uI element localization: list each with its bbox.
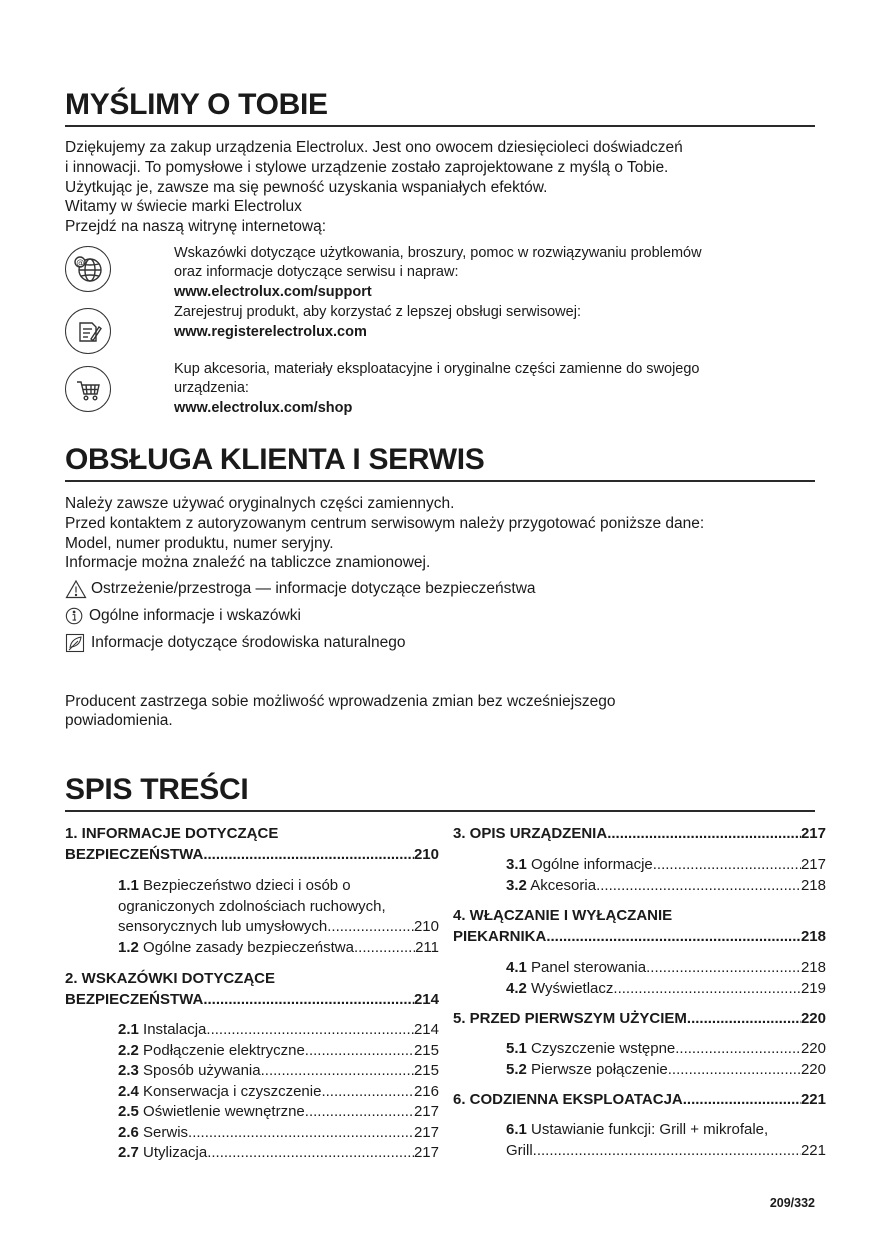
service-line-2: Przed kontaktem z autoryzowanym centrum serwisowym należy przygotować poniższe dane: xyxy=(65,515,705,532)
toc-item-num: 5.2 xyxy=(506,1060,527,1078)
toc-item-2-1[interactable] xyxy=(118,1020,439,1041)
toc-item-2-3[interactable] xyxy=(118,1061,439,1082)
toc-item-label: Podłączenie elektryczne xyxy=(138,1041,305,1059)
toc-item-1-1-line3: sensorycznych lub umysłowych xyxy=(118,918,328,935)
toc-chapter-6-label: 6. CODZIENNA EKSPLOATACJA xyxy=(453,1091,683,1108)
intro-line-5: Przejdź na naszą witrynę internetową: xyxy=(65,218,327,235)
toc-chapter-4-items xyxy=(506,958,826,999)
toc-item-1-1-num: 1.1 xyxy=(118,877,139,894)
intro-line-4: Witamy w świecie marki Electrolux xyxy=(65,198,302,215)
note-warning-text: Ostrzeżenie/przestroga — informacje dotyczące bezpieczeństwa xyxy=(91,580,536,597)
toc-item-page: 217 xyxy=(413,1123,439,1141)
toc-chapter-2-line1: 2. WSKAZÓWKI DOTYCZĄCE xyxy=(65,970,275,987)
section-title-myslimy: MYŚLIMY O TOBIE xyxy=(65,88,328,121)
toc-chapter-2[interactable] xyxy=(65,969,439,1010)
toc-item-page: 217 xyxy=(413,1144,439,1161)
register-url[interactable]: www.registerelectrolux.com xyxy=(174,324,367,340)
toc-chapter-5-label: 5. PRZED PIERWSZYM UŻYCIEM xyxy=(453,1010,687,1027)
toc-item-1-2[interactable] xyxy=(118,938,439,959)
toc-item-page: 215 xyxy=(413,1041,439,1059)
toc-item-label: Instalacja xyxy=(138,1021,207,1038)
environment-leaf-icon xyxy=(65,633,87,653)
toc-item-5-2[interactable] xyxy=(506,1060,826,1081)
service-line-3: Model, numer produktu, numer seryjny. xyxy=(65,535,334,552)
toc-chapter-4-label: PIEKARNIKA xyxy=(453,927,547,945)
toc-item-1-2-num: 1.2 xyxy=(118,939,139,956)
toc-chapter-1-page: 210 xyxy=(413,845,439,863)
intro-line-2: i innowacji. To pomysłowe i stylowe urządzenie zostało zaprojektowane z myślą o Tobie. xyxy=(65,159,669,176)
service-line-1: Należy zawsze używać oryginalnych części zamiennych. xyxy=(65,495,455,512)
toc-item-label: Sposób używania xyxy=(138,1062,261,1079)
info-icon xyxy=(65,606,85,626)
toc-item-num: 2.3 xyxy=(118,1062,139,1079)
toc-item-6-1[interactable] xyxy=(506,1120,826,1161)
toc-item-num: 3.1 xyxy=(506,856,527,873)
svg-text:@: @ xyxy=(76,258,85,267)
toc-item-label: Panel sterowania xyxy=(526,959,647,976)
toc-item-label: Pierwsze połączenie xyxy=(526,1060,668,1078)
toc-chapter-3-items xyxy=(506,855,826,896)
toc-item-2-5[interactable] xyxy=(118,1102,439,1123)
toc-chapter-3[interactable] xyxy=(453,824,826,845)
toc-chapter-1[interactable] xyxy=(65,824,439,865)
intro-line-3: Użytkując je, zawsze ma się pewność uzyskania wspaniałych efektów. xyxy=(65,179,548,196)
toc-chapter-5-items xyxy=(506,1039,826,1080)
toc-title: SPIS TREŚCI xyxy=(65,773,249,806)
shop-desc-1: Kup akcesoria, materiały eksploatacyjne i oryginalne części zamienne do swojego xyxy=(174,361,700,377)
support-desc-1: Wskazówki dotyczące użytkowania, broszury, pomoc w rozwiązywaniu problemów xyxy=(174,245,702,261)
note-environment-text: Informacje dotyczące środowiska naturalnego xyxy=(91,634,406,651)
toc-item-page: 219 xyxy=(800,979,826,997)
disclaimer-line-2: powiadomienia. xyxy=(65,712,173,729)
note-environment xyxy=(65,633,405,653)
toc-item-2-7[interactable] xyxy=(118,1143,439,1164)
toc-item-2-4[interactable] xyxy=(118,1082,439,1103)
toc-item-num: 2.1 xyxy=(118,1021,139,1038)
toc-item-page: 218 xyxy=(800,959,826,976)
toc-item-6-1-line2: Grill xyxy=(506,1141,533,1159)
page-number: 209/332 xyxy=(769,1196,815,1210)
toc-item-6-1-page: 221 xyxy=(800,1141,826,1159)
toc-chapter-3-page: 217 xyxy=(800,825,826,842)
toc-item-label: Oświetlenie wewnętrzne xyxy=(138,1103,305,1120)
toc-item-num: 2.6 xyxy=(118,1123,139,1141)
toc-chapter-4-page: 218 xyxy=(800,927,826,945)
support-desc-2: oraz informacje dotyczące serwisu i napraw: xyxy=(174,264,459,280)
toc-item-page: 218 xyxy=(800,876,826,894)
toc-item-2-6[interactable] xyxy=(118,1123,439,1144)
toc-item-4-1[interactable] xyxy=(506,958,826,979)
support-link[interactable] xyxy=(174,283,372,302)
toc-chapter-6-page: 221 xyxy=(800,1091,826,1108)
toc-chapter-6[interactable] xyxy=(453,1090,826,1111)
register-desc: Zarejestruj produkt, aby korzystać z lepszej obsługi serwisowej: xyxy=(174,304,581,320)
toc-item-6-1-num: 6.1 xyxy=(506,1121,527,1138)
toc-item-6-1-line1: Ustawianie funkcji: Grill + mikrofale, xyxy=(526,1121,769,1138)
toc-item-5-1[interactable] xyxy=(506,1039,826,1060)
toc-chapter-2-label: BEZPIECZEŃSTWA xyxy=(65,990,204,1008)
warning-triangle-icon xyxy=(65,579,87,599)
toc-chapter-5[interactable] xyxy=(453,1009,826,1030)
toc-item-num: 4.1 xyxy=(506,959,527,976)
title-rule xyxy=(65,810,815,812)
toc-chapter-5-page: 220 xyxy=(800,1010,826,1027)
toc-item-page: 214 xyxy=(413,1021,439,1038)
toc-item-label: Konserwacja i czyszczenie xyxy=(138,1082,322,1100)
toc-chapter-1-label: BEZPIECZEŃSTWA xyxy=(65,845,204,863)
toc-item-page: 220 xyxy=(800,1060,826,1078)
toc-item-label: Utylizacja xyxy=(138,1144,208,1161)
shop-link[interactable] xyxy=(174,399,352,418)
toc-item-num: 4.2 xyxy=(506,979,527,997)
shopping-cart-icon xyxy=(65,366,111,412)
title-rule xyxy=(65,480,815,482)
intro-line-1: Dziękujemy za zakup urządzenia Electrolux. Jest ono owocem dziesięcioleci doświadczeń xyxy=(65,139,683,156)
note-info-text: Ogólne informacje i wskazówki xyxy=(89,607,301,624)
toc-chapter-2-items xyxy=(118,1020,439,1164)
register-form-icon xyxy=(65,308,111,354)
toc-item-1-2-page: 211 xyxy=(415,939,439,956)
toc-item-label: Serwis xyxy=(138,1123,189,1141)
toc-chapter-4-line1: 4. WŁĄCZANIE I WYŁĄCZANIE xyxy=(453,907,673,924)
toc-item-num: 2.4 xyxy=(118,1082,139,1100)
toc-chapter-4[interactable] xyxy=(453,906,826,947)
toc-chapter-1-line1: 1. INFORMACJE DOTYCZĄCE xyxy=(65,825,279,842)
note-warning xyxy=(65,579,536,599)
section-title-obsluga: OBSŁUGA KLIENTA I SERWIS xyxy=(65,443,485,476)
service-line-4: Informacje można znaleźć na tabliczce znamionowej. xyxy=(65,554,431,571)
toc-item-1-1-page: 210 xyxy=(413,918,439,935)
toc-item-1-1-line1: Bezpieczeństwo dzieci i osób o xyxy=(138,877,351,894)
toc-item-label: Ogólne informacje xyxy=(526,856,653,873)
toc-chapter-3-label: 3. OPIS URZĄDZENIA xyxy=(453,825,608,842)
toc-item-page: 220 xyxy=(800,1040,826,1057)
toc-item-num: 5.1 xyxy=(506,1040,527,1057)
toc-item-page: 216 xyxy=(413,1082,439,1100)
disclaimer-line-1: Producent zastrzega sobie możliwość wprowadzenia zmian bez wcześniejszego xyxy=(65,693,616,710)
note-info xyxy=(65,606,301,626)
toc-item-1-1-line2: ograniczonych zdolnościach ruchowych, xyxy=(118,897,386,915)
toc-item-label: Akcesoria xyxy=(526,876,597,894)
toc-item-1-2-label: Ogólne zasady bezpieczeństwa xyxy=(138,939,354,956)
toc-item-num: 2.2 xyxy=(118,1041,139,1059)
toc-item-page: 217 xyxy=(413,1103,439,1120)
toc-item-label: Wyświetlacz xyxy=(526,979,614,997)
toc-item-4-2[interactable] xyxy=(506,979,826,1000)
toc-item-num: 2.5 xyxy=(118,1103,139,1120)
toc-item-page: 217 xyxy=(800,856,826,873)
shop-url[interactable]: www.electrolux.com/shop xyxy=(174,400,353,416)
toc-item-num: 2.7 xyxy=(118,1144,139,1161)
shop-desc-2: urządzenia: xyxy=(174,380,249,396)
toc-item-num: 3.2 xyxy=(506,876,527,894)
toc-chapter-2-page: 214 xyxy=(413,990,439,1008)
toc-item-label: Czyszczenie wstępne xyxy=(526,1040,676,1057)
title-rule xyxy=(65,125,815,127)
register-link[interactable] xyxy=(174,323,367,342)
toc-item-page: 215 xyxy=(413,1062,439,1079)
toc-item-3-2[interactable] xyxy=(506,876,826,897)
toc-item-1-1[interactable] xyxy=(118,876,439,938)
toc-item-2-2[interactable] xyxy=(118,1041,439,1062)
globe-at-icon xyxy=(65,246,111,292)
support-url[interactable]: www.electrolux.com/support xyxy=(174,284,372,300)
toc-item-3-1[interactable] xyxy=(506,855,826,876)
